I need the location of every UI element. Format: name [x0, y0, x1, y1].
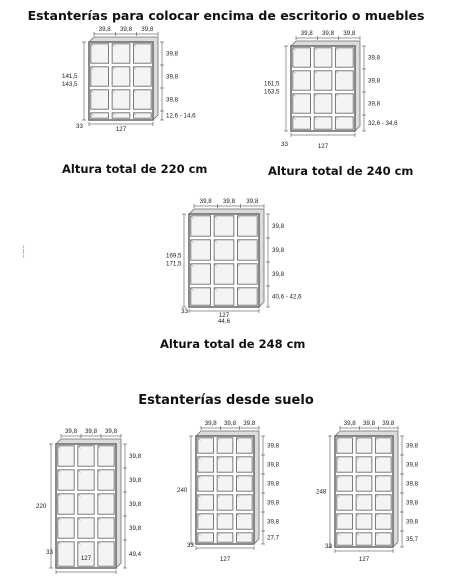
desk-248-cell: [191, 288, 211, 305]
desk-240-col-width-label: 39,8: [321, 30, 335, 37]
desk-248-cell: [214, 240, 234, 260]
desk-248-col-width-label: 39,8: [246, 198, 259, 205]
desk-220-width-label: 127: [115, 126, 127, 133]
floor-220-row-height-label: 39,8: [129, 525, 142, 532]
floor-220-cell: [58, 518, 74, 538]
desk-220-row-height-label: 39,8: [166, 96, 179, 104]
floor-220-cell: [58, 470, 74, 490]
floor-240-col-width-label: 39,8: [223, 420, 237, 427]
desk-220-cell: [91, 67, 109, 86]
floor-220-cell: [78, 542, 94, 566]
floor-240-cell: [236, 533, 252, 542]
desk-248-cell: [237, 240, 257, 260]
floor-240-col-width-label: 39,8: [243, 420, 256, 427]
desk-240-total-height-label: 161,5: [264, 80, 280, 88]
desk-220-cell: [112, 44, 130, 63]
total-height-220-caption: Altura total de 220 cm: [62, 162, 208, 176]
floor-220-depth-label: 33: [46, 549, 53, 556]
desk-220-col-width-label: 39,8: [141, 26, 154, 33]
desk-240-cell: [335, 48, 353, 67]
desk-220-cell: [112, 67, 130, 86]
desk-248-row-height-label: 39,8: [272, 223, 285, 230]
desk-220-total-height-label: 141,5: [62, 73, 78, 80]
desk-220-cell: [133, 90, 151, 109]
desk-240-col-width-label: 39,8: [300, 30, 313, 37]
desk-220-cell: [91, 90, 109, 109]
floor-240-width-label: 127: [219, 556, 231, 563]
desk-220-row-height-label: 12,6 - 14,6: [166, 112, 196, 120]
desk-240-cell: [293, 94, 311, 113]
desk-240-depth-label: 33: [281, 141, 288, 148]
desk-248-row-height-label: 39,8: [272, 247, 285, 254]
desk-220-row-height-label: 39,8: [166, 50, 179, 58]
total-height-248-caption: Altura total de 248 cm: [160, 337, 306, 351]
floor-220-row-height-label: 39,8: [129, 477, 142, 484]
floor-240-row-height-label: 39,8: [267, 461, 280, 469]
floor-240-row-height-label: 39,8: [267, 499, 280, 507]
desk-240-cell: [293, 117, 311, 129]
desk-220-col-width-label: 39,8: [119, 26, 133, 33]
floor-220-cell: [98, 494, 114, 514]
floor-248-col-width-label: 39,8: [382, 420, 395, 427]
desk-248-col-width-label: 39,8: [222, 198, 236, 205]
floor-220-row-height-label: 39,8: [129, 501, 142, 508]
desk-240-cell: [314, 48, 332, 67]
floor-248-row-height-label: 39,8: [406, 480, 419, 488]
total-height-240-caption: Altura total de 240 cm: [268, 164, 414, 178]
desk-220-cell: [112, 90, 130, 109]
desk-248-total-height-label: 169,5: [166, 252, 182, 260]
desk-248-row-height-label: 39,8: [272, 271, 285, 278]
floor-220-cell: [58, 542, 74, 566]
desk-240-cell: [335, 117, 353, 129]
floor-240-depth-label: 33: [187, 542, 194, 549]
desk-240-row-height-label: 32,6 - 34,6: [368, 120, 398, 127]
desk-248-cell: [237, 264, 257, 284]
floor-220-cell: [78, 470, 94, 490]
desk-220-cell: [133, 44, 151, 63]
desk-240-cell: [335, 94, 353, 113]
floor-240-cell: [198, 533, 214, 542]
floor-248-row-height-label: 35,7: [406, 536, 419, 543]
desk-220-cell: [91, 44, 109, 63]
floor-220-cell: [58, 446, 74, 466]
desk-240-width-label: 127: [317, 143, 329, 150]
floor-248-width-label: 127: [358, 556, 370, 563]
floor-220-width-label: 127: [80, 555, 92, 562]
desk-240-row-height-label: 39,8: [368, 100, 381, 108]
stray-marks: ¦ ¦: [23, 246, 25, 258]
floor-240-row-height-label: 27,7: [267, 534, 280, 542]
floor-240-row-height-label: 39,8: [267, 480, 280, 488]
floor-220-cell: [98, 542, 114, 566]
floor-248-depth-label: 33: [325, 543, 332, 550]
floor-220-row-height-label: 39,8: [129, 453, 142, 460]
floor-220-col-width-label: 39,8: [84, 428, 98, 435]
floor-248-total-height-label: 248: [316, 488, 327, 496]
desk-220-depth-label: 33: [76, 123, 83, 130]
floor-240-row-height-label: 39,8: [267, 518, 280, 526]
floor-220-cell: [58, 494, 74, 514]
floor-240-total-height-label: 240: [177, 487, 188, 494]
desk-240-cell: [293, 48, 311, 67]
floor-shelves-title: Estanterías desde suelo: [138, 393, 314, 408]
floor-248-row-height-label: 39,8: [406, 461, 419, 469]
floor-220-col-width-label: 39,8: [64, 428, 78, 435]
desk-220-row-height-label: 39,8: [166, 73, 179, 81]
floor-220-total-height-label: 220: [36, 503, 47, 510]
floor-220-col-width-label: 39,8: [104, 428, 118, 435]
floor-248-row-height-label: 39,8: [406, 442, 419, 450]
desk-248-row-height-label: 40,6 - 42,6: [272, 293, 302, 301]
floor-220-row-height-label: 49,4: [129, 551, 142, 558]
desk-248-cell: [237, 288, 257, 305]
desk-248-extra-note: 44,6: [217, 318, 231, 325]
desk-240-row-height-label: 39,8: [368, 77, 381, 85]
floor-240-cell: [217, 533, 233, 542]
desk-248-depth-label: 33: [181, 308, 188, 315]
desk-248-cell: [214, 264, 234, 284]
floor-220-cell: [78, 494, 94, 514]
floor-248-col-width-label: 39,8: [343, 420, 356, 427]
desk-248-cell: [214, 216, 234, 236]
desk-240-cell: [314, 71, 332, 90]
desk-240-cell: [314, 94, 332, 113]
floor-248-col-width-label: 39,8: [362, 420, 376, 427]
floor-220-cell: [78, 446, 94, 466]
floor-248-cell: [337, 533, 353, 545]
floor-220-cell: [98, 518, 114, 538]
desk-240-cell: [293, 71, 311, 90]
desk-240-row-height-label: 39,8: [368, 54, 381, 62]
floor-220-cell: [98, 446, 114, 466]
floor-240-row-height-label: 39,8: [267, 442, 280, 450]
desk-240-cell: [314, 117, 332, 129]
desk-shelves-title: Estanterías para colocar encima de escritorio o muebles: [27, 8, 425, 23]
floor-240-col-width-label: 39,8: [204, 420, 217, 427]
desk-248-cell: [237, 216, 257, 236]
floor-248-row-height-label: 39,8: [406, 499, 419, 507]
floor-220-cell: [98, 470, 114, 490]
floor-248-row-height-label: 39,8: [406, 518, 419, 526]
desk-240-cell: [335, 71, 353, 90]
desk-248-cell: [191, 264, 211, 284]
desk-220-total-height-label: 143,5: [62, 81, 78, 88]
desk-248-cell: [191, 240, 211, 260]
floor-248-cell: [356, 533, 372, 545]
desk-248-cell: [214, 288, 234, 305]
desk-240-col-width-label: 39,8: [343, 30, 356, 37]
floor-220-cell: [78, 518, 94, 538]
desk-240-total-height-label: 163,5: [264, 88, 280, 96]
floor-248-cell: [375, 533, 391, 545]
desk-220-col-width-label: 39,8: [98, 26, 111, 33]
desk-248-cell: [191, 216, 211, 236]
desk-248-width-label: 127: [218, 312, 230, 319]
desk-248-total-height-label: 171,5: [166, 260, 182, 268]
desk-248-col-width-label: 39,8: [199, 198, 212, 205]
desk-220-cell: [133, 67, 151, 86]
